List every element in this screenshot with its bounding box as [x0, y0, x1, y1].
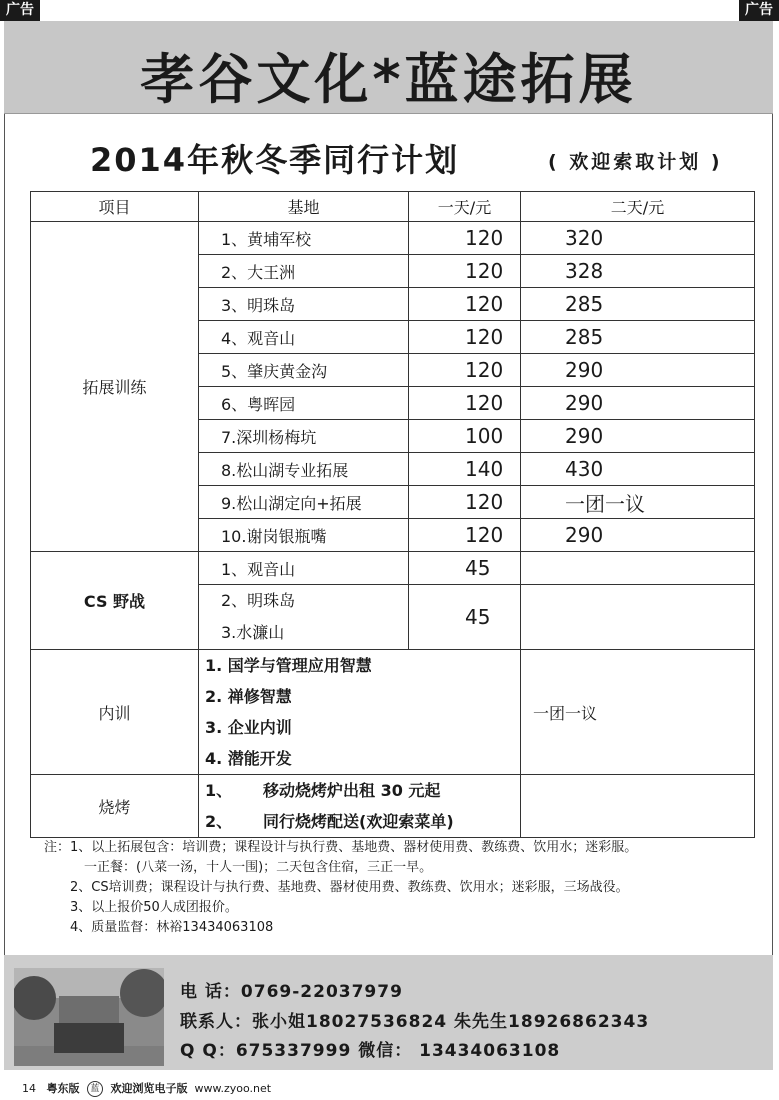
one-day-price: 100: [409, 420, 521, 453]
two-day-price: 328: [521, 255, 755, 288]
base-cell: 3、明珠岛: [199, 288, 409, 321]
base-cell: 4、观音山: [199, 321, 409, 354]
two-day-price: 290: [521, 420, 755, 453]
contact-people: 联系人：张小姐18027536824 朱先生18926862343: [180, 1012, 650, 1032]
list-item: [199, 806, 520, 837]
two-day-price: 320: [521, 222, 755, 255]
banner-title: 孝谷文化*蓝途拓展: [140, 48, 637, 111]
plan-heading: [0, 135, 779, 179]
edition: 粤东版: [46, 1082, 80, 1095]
item-text: 移动烧烤炉出租 30 元起: [263, 781, 441, 800]
inner-items: [199, 650, 521, 775]
note-line: 3、以上报价50人成团报价。: [70, 900, 238, 915]
item-number: 1、: [205, 781, 233, 800]
base-cell: 2、大王洲: [199, 255, 409, 288]
ad-tag-left: 广告: [0, 0, 40, 21]
price-table: [30, 191, 755, 838]
base-cell: 10.谢岗银瓶嘴: [199, 519, 409, 552]
item-text: 同行烧烤配送(欢迎索菜单): [263, 812, 454, 831]
plan-title: 2014年秋冬季同行计划: [90, 141, 460, 179]
list-item: 1. 国学与管理应用智慧: [205, 656, 372, 675]
two-day-price: 430: [521, 453, 755, 486]
header-one-day: 一天/元: [409, 192, 521, 222]
one-day-price: 120: [409, 255, 521, 288]
one-day-price: 120: [409, 519, 521, 552]
note-line: 2、CS培训费；课程设计与执行费、基地费、器材使用费、教练费、饮用水；迷彩服，三场战役。: [70, 880, 629, 895]
inner-price: 一团一议: [521, 650, 755, 775]
note-line: 注：1、以上拓展包含：培训费；课程设计与执行费、基地费、器材使用费、教练费、饮用水；迷彩服。: [44, 840, 638, 855]
one-day-price: 140: [409, 453, 521, 486]
logo-icon: 蓝: [87, 1081, 103, 1097]
notes: [44, 838, 637, 938]
bbq-items: [199, 775, 521, 838]
page-number: 14: [22, 1082, 36, 1095]
two-day-price: 290: [521, 387, 755, 420]
table-row: [31, 775, 755, 838]
slogan: 欢迎浏览电子版: [110, 1082, 188, 1095]
list-item: 4. 潜能开发: [205, 749, 292, 768]
team-photo: [14, 968, 164, 1066]
category-training: 拓展训练: [31, 222, 199, 552]
two-day-price: 290: [521, 519, 755, 552]
base-cell: 6、粤晖园: [199, 387, 409, 420]
base-line: 2、明珠岛: [221, 591, 296, 610]
contact-footer: [4, 955, 773, 1070]
two-day-price: 285: [521, 321, 755, 354]
one-day-price: 120: [409, 321, 521, 354]
base-cell: 8.松山湖专业拓展: [199, 453, 409, 486]
table-row: [31, 222, 755, 255]
site-url[interactable]: www.zyoo.net: [194, 1082, 272, 1095]
category-cs: CS 野战: [31, 552, 199, 650]
table-header-row: [31, 192, 755, 222]
two-day-empty: [521, 585, 755, 650]
list-item: [199, 775, 520, 806]
base-cell-stack: [199, 585, 409, 650]
two-day-empty: [521, 552, 755, 585]
header-project: 项目: [31, 192, 199, 222]
team-photo-image: [14, 968, 164, 1066]
base-cell: 5、肇庆黄金沟: [199, 354, 409, 387]
two-day-price: 290: [521, 354, 755, 387]
two-day-price: 285: [521, 288, 755, 321]
note-line: 一正餐：(八菜一汤，十人一围)；二天包含住宿，三正一早。: [84, 860, 433, 875]
one-day-price: 120: [409, 387, 521, 420]
category-inner: 内训: [31, 650, 199, 775]
list-item: 3. 企业内训: [205, 718, 292, 737]
contact-qq-wechat: Q Q：675337999 微信： 13434063108: [180, 1041, 561, 1061]
banner: [4, 21, 773, 114]
ad-tag-right: 广告: [739, 0, 779, 21]
one-day-price: 45: [409, 585, 521, 650]
table-row: [31, 552, 755, 585]
base-line: 3.水濂山: [221, 623, 285, 642]
contact-phone: 电 话：0769-22037979: [180, 982, 403, 1002]
one-day-price: 120: [409, 288, 521, 321]
table-row: [31, 650, 755, 775]
one-day-price: 120: [409, 222, 521, 255]
one-day-price: 120: [409, 486, 521, 519]
bbq-price-empty: [521, 775, 755, 838]
one-day-price: 120: [409, 354, 521, 387]
page-footer: [22, 1080, 271, 1097]
base-cell: 1、观音山: [199, 552, 409, 585]
base-cell: 7.深圳杨梅坑: [199, 420, 409, 453]
one-day-price: 45: [409, 552, 521, 585]
note-line: 4、质量监督：林裕13434063108: [70, 920, 274, 935]
plan-note: ( 欢迎索取计划 ): [548, 151, 723, 173]
base-cell: 9.松山湖定向+拓展: [199, 486, 409, 519]
base-cell: 1、黄埔军校: [199, 222, 409, 255]
header-base: 基地: [199, 192, 409, 222]
list-item: 2. 禅修智慧: [205, 687, 292, 706]
item-number: 2、: [205, 812, 233, 831]
category-bbq: 烧烤: [31, 775, 199, 838]
header-two-day: 二天/元: [521, 192, 755, 222]
two-day-price: 一团一议: [521, 486, 755, 519]
